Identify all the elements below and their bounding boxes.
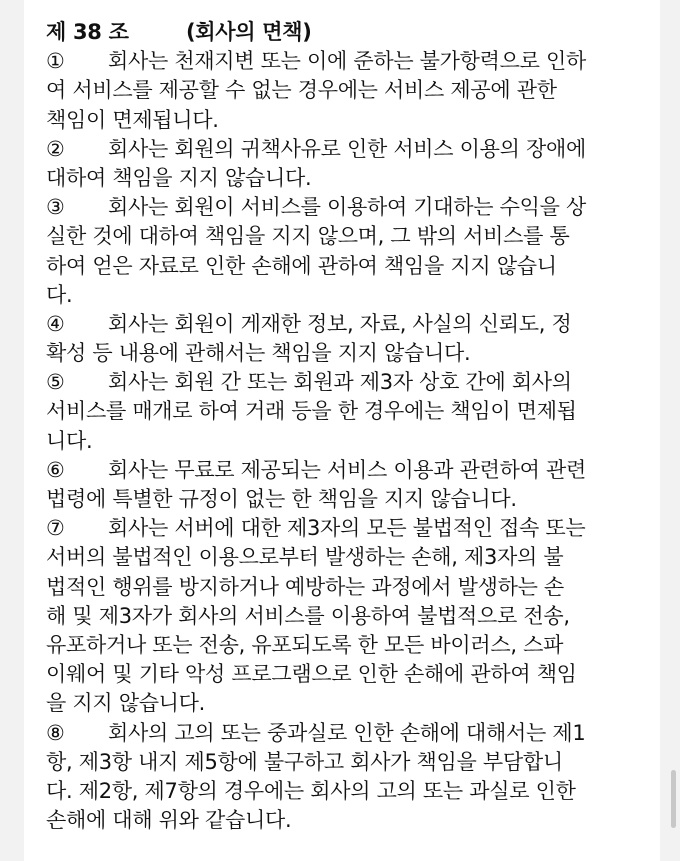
clause-marker: ⑤ <box>46 370 65 395</box>
clause-marker: ⑦ <box>46 516 65 541</box>
clause-line: 이웨어 및 기타 악성 프로그램으로 인한 손해에 관하여 책임 <box>46 662 577 687</box>
clause-line <box>46 193 658 222</box>
clause-line: 손해에 대해 위와 같습니다. <box>46 808 292 833</box>
clause-line: 확성 등 내용에 관해서는 책임을 지지 않습니다. <box>46 341 471 366</box>
clause-text: 회사는 서버에 대한 제3자의 모든 불법적인 접속 또는 <box>108 516 586 541</box>
clause-line: 책임이 면제됩니다. <box>46 107 219 132</box>
clause-text: 회사는 회원이 서비스를 이용하여 기대하는 수익을 상 <box>108 195 586 220</box>
clause-item <box>46 456 658 514</box>
clause-line: 하여 얻은 자료로 인한 손해에 관하여 책임을 지지 않습니 <box>46 253 557 278</box>
clause-item <box>46 719 658 836</box>
clause-marker: ③ <box>46 195 65 220</box>
clause-text: 회사는 회원의 귀책사유로 인한 서비스 이용의 장애에 <box>108 136 586 161</box>
clause-line: 니다. <box>46 428 93 453</box>
clause-line: 법적인 행위를 방지하거나 예방하는 과정에서 발생하는 손 <box>46 574 564 599</box>
clause-line <box>46 456 658 485</box>
clause-marker: ⑧ <box>46 720 65 745</box>
article-heading <box>46 18 658 47</box>
clause-line: 을 지지 않습니다. <box>46 691 206 716</box>
clause-line <box>46 719 658 748</box>
clause-line: 다. <box>46 282 73 307</box>
clause-item <box>46 47 658 135</box>
clause-line: 해 및 제3자가 회사의 서비스를 이용하여 불법적으로 전송, <box>46 603 570 628</box>
clause-item <box>46 193 658 310</box>
clause-line <box>46 47 658 76</box>
clause-line <box>46 135 658 164</box>
clause-line: 서버의 불법적인 이용으로부터 발생하는 손해, 제3자의 불 <box>46 545 564 570</box>
clause-marker: ⑥ <box>46 457 65 482</box>
clause-marker: ① <box>46 49 65 74</box>
clause-marker: ② <box>46 136 65 161</box>
clause-line <box>46 310 658 339</box>
clause-line: 서비스를 매개로 하여 거래 등을 한 경우에는 책임이 면제됩 <box>46 399 577 424</box>
clause-item <box>46 514 658 718</box>
clause-item <box>46 135 658 193</box>
clause-line: 법령에 특별한 규정이 없는 한 책임을 지지 않습니다. <box>46 487 517 511</box>
scrollbar-thumb[interactable] <box>671 770 676 828</box>
article-content <box>46 18 658 835</box>
clause-line: 유포하거나 또는 전송, 유포되도록 한 모든 바이러스, 스파 <box>46 632 564 657</box>
clause-line <box>46 368 658 397</box>
clause-line: 대하여 책임을 지지 않습니다. <box>46 165 312 190</box>
clause-line: 다. 제2항, 제7항의 경우에는 회사의 고의 또는 과실로 인한 <box>46 778 576 803</box>
clause-marker: ④ <box>46 311 65 336</box>
clause-text: 회사는 무료로 제공되는 서비스 이용과 관련하여 관련 <box>108 457 586 482</box>
clause-line: 실한 것에 대하여 책임을 지지 않으며, 그 밖의 서비스를 통 <box>46 224 570 249</box>
clause-item <box>46 368 658 456</box>
clause-text: 회사의 고의 또는 중과실로 인한 손해에 대해서는 제1 <box>108 720 586 745</box>
article-number: 제 38 조 <box>46 20 129 44</box>
clause-item <box>46 310 658 368</box>
document-page <box>24 0 660 861</box>
article-title: (회사의 면책) <box>186 20 312 44</box>
clause-text: 회사는 회원 간 또는 회원과 제3자 상호 간에 회사의 <box>108 370 572 395</box>
clause-text: 회사는 천재지변 또는 이에 준하는 불가항력으로 인하 <box>108 49 586 74</box>
clause-line <box>46 514 658 543</box>
clause-text: 회사는 회원이 게재한 정보, 자료, 사실의 신뢰도, 정 <box>108 311 572 336</box>
clause-line: 항, 제3항 내지 제5항에 불구하고 회사가 책임을 부담합니 <box>46 749 563 774</box>
clause-line: 여 서비스를 제공할 수 없는 경우에는 서비스 제공에 관한 <box>46 78 557 103</box>
